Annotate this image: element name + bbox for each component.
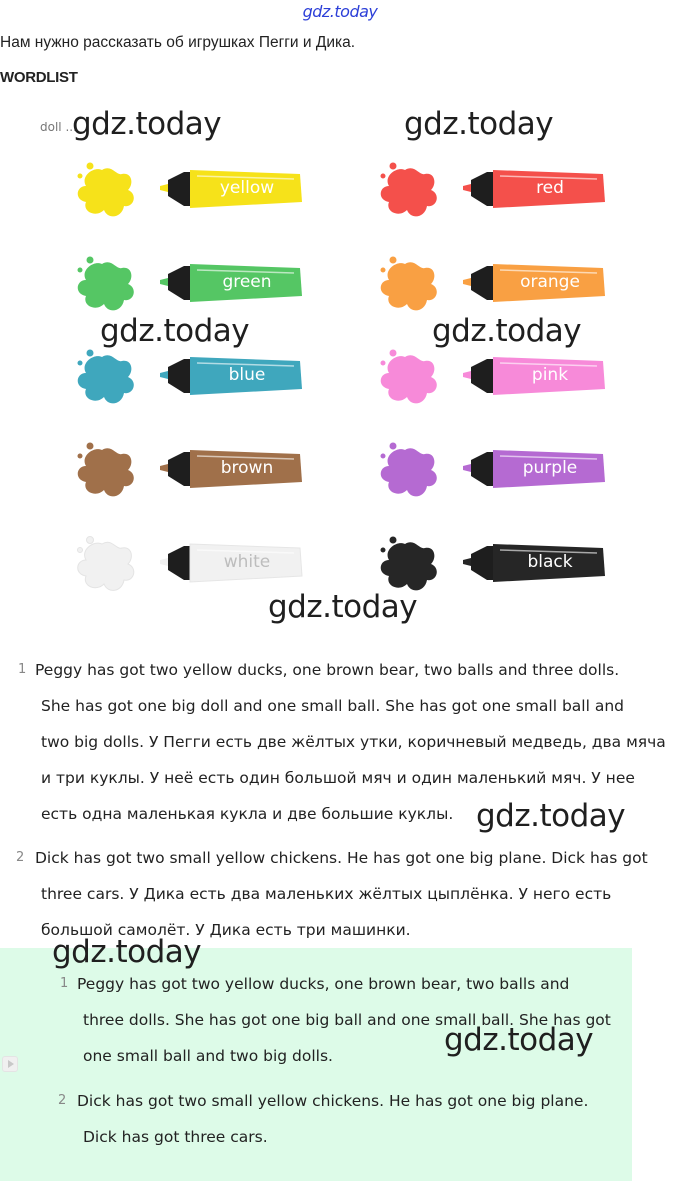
paint-splash xyxy=(78,168,134,216)
site-logo[interactable]: gdz.today xyxy=(302,2,378,21)
watermark: gdz.today xyxy=(432,313,582,349)
item-line: two big dolls. У Пегги есть две жёлтых утки, коричневый медведь, два мяча xyxy=(41,733,666,751)
paint-splash xyxy=(78,542,134,590)
color-chip-pink xyxy=(375,349,675,419)
paint-drop xyxy=(87,443,94,450)
paint-drop xyxy=(78,361,83,366)
paint-drop xyxy=(87,163,94,170)
paint-splash xyxy=(381,448,437,496)
color-label: green xyxy=(222,272,272,292)
marker-tip xyxy=(463,558,471,566)
answer-number: 1 xyxy=(60,976,69,991)
paint-splash xyxy=(381,262,437,310)
paint-drop xyxy=(390,350,397,357)
paint-drop xyxy=(78,268,83,273)
color-label: purple xyxy=(522,458,578,478)
paint-splash xyxy=(381,168,437,216)
color-label: white xyxy=(223,552,271,572)
color-label: red xyxy=(536,178,564,198)
marker-cap xyxy=(471,359,493,393)
answer-line: Dick has got two small yellow chickens. He has got one big plane. xyxy=(77,1092,589,1110)
watermark: gdz.today xyxy=(404,106,554,142)
marker-tip xyxy=(160,371,168,379)
item-line: есть одна маленькая кукла и две большие куклы. xyxy=(41,805,454,823)
paint-drop xyxy=(381,361,386,366)
color-label: brown xyxy=(220,458,274,478)
marker-tip xyxy=(463,278,471,286)
paint-drop xyxy=(390,537,397,544)
paint-drop xyxy=(381,454,386,459)
answer-number: 2 xyxy=(58,1093,67,1108)
paint-drop xyxy=(381,174,386,179)
watermark: gdz.today xyxy=(268,589,418,625)
paint-drop xyxy=(390,443,397,450)
paint-drop xyxy=(87,257,94,264)
paint-drop xyxy=(381,268,386,273)
paint-splash xyxy=(381,542,437,590)
marker-cap xyxy=(471,452,493,486)
marker-cap xyxy=(471,172,493,206)
paint-drop xyxy=(381,548,386,553)
marker-tip xyxy=(463,184,471,192)
watermark: gdz.today xyxy=(444,1022,594,1058)
marker-tip xyxy=(160,558,168,566)
marker-tip xyxy=(160,278,168,286)
paint-drop xyxy=(87,350,94,357)
color-chip-black xyxy=(375,536,675,606)
paint-splash xyxy=(78,262,134,310)
marker-cap xyxy=(168,172,190,206)
intro-text: Нам нужно рассказать об игрушках Пегги и Дика. xyxy=(0,34,356,51)
color-chip-brown xyxy=(72,442,372,512)
marker-cap xyxy=(471,546,493,580)
answer-box xyxy=(0,948,632,1181)
paint-drop xyxy=(390,163,397,170)
item-line: большой самолёт. У Дика есть три машинки. xyxy=(41,921,411,939)
marker-tip xyxy=(160,464,168,472)
watermark: gdz.today xyxy=(476,798,626,834)
color-chip-red xyxy=(375,162,675,232)
wordlist-heading: WORDLIST xyxy=(0,69,78,86)
paint-splash xyxy=(78,448,134,496)
item-line: Dick has got two small yellow chickens. He has got one big plane. Dick has got xyxy=(35,849,648,867)
color-label: blue xyxy=(228,365,266,385)
item-text xyxy=(35,840,678,948)
wordlist-clipped-caption: doll ... xyxy=(40,122,77,132)
answer-text xyxy=(77,1083,632,1155)
item-number: 2 xyxy=(16,850,25,865)
answer-line: Dick has got three cars. xyxy=(83,1128,268,1146)
paint-drop xyxy=(78,174,83,179)
color-label: yellow xyxy=(219,178,275,198)
watermark: gdz.today xyxy=(52,934,202,970)
color-chip-purple xyxy=(375,442,675,512)
marker-tip xyxy=(463,464,471,472)
paint-drop xyxy=(87,537,94,544)
item-line: и три куклы. У неё есть один большой мяч и один маленький мяч. У нее xyxy=(41,769,635,787)
marker-cap xyxy=(168,359,190,393)
watermark: gdz.today xyxy=(100,313,250,349)
color-label: pink xyxy=(531,365,569,385)
answer-line: Peggy has got two yellow ducks, one brown bear, two balls and xyxy=(77,975,570,993)
marker-tip xyxy=(463,371,471,379)
item-line: three cars. У Дика есть два маленьких жёлтых цыплёнка. У него есть xyxy=(41,885,612,903)
paint-drop xyxy=(78,548,83,553)
color-label: black xyxy=(527,552,573,572)
marker-cap xyxy=(168,546,190,580)
paint-splash xyxy=(78,355,134,403)
color-label: orange xyxy=(520,272,580,292)
item-line: Peggy has got two yellow ducks, one brown bear, two balls and three dolls. xyxy=(35,661,620,679)
answer-line: three dolls. She has got one big ball and one small ball. She has got xyxy=(83,1011,611,1029)
paint-drop xyxy=(390,257,397,264)
marker-cap xyxy=(471,266,493,300)
play-icon[interactable] xyxy=(2,1056,18,1072)
marker-cap xyxy=(168,452,190,486)
color-chip-blue xyxy=(72,349,372,419)
paint-drop xyxy=(78,454,83,459)
marker-cap xyxy=(168,266,190,300)
answer-line: one small ball and two big dolls. xyxy=(83,1047,333,1065)
color-chip-yellow xyxy=(72,162,372,232)
watermark: gdz.today xyxy=(72,106,222,142)
item-number: 1 xyxy=(18,662,27,677)
item-line: She has got one big doll and one small ball. She has got one small ball and xyxy=(41,697,624,715)
paint-splash xyxy=(381,355,437,403)
marker-tip xyxy=(160,184,168,192)
